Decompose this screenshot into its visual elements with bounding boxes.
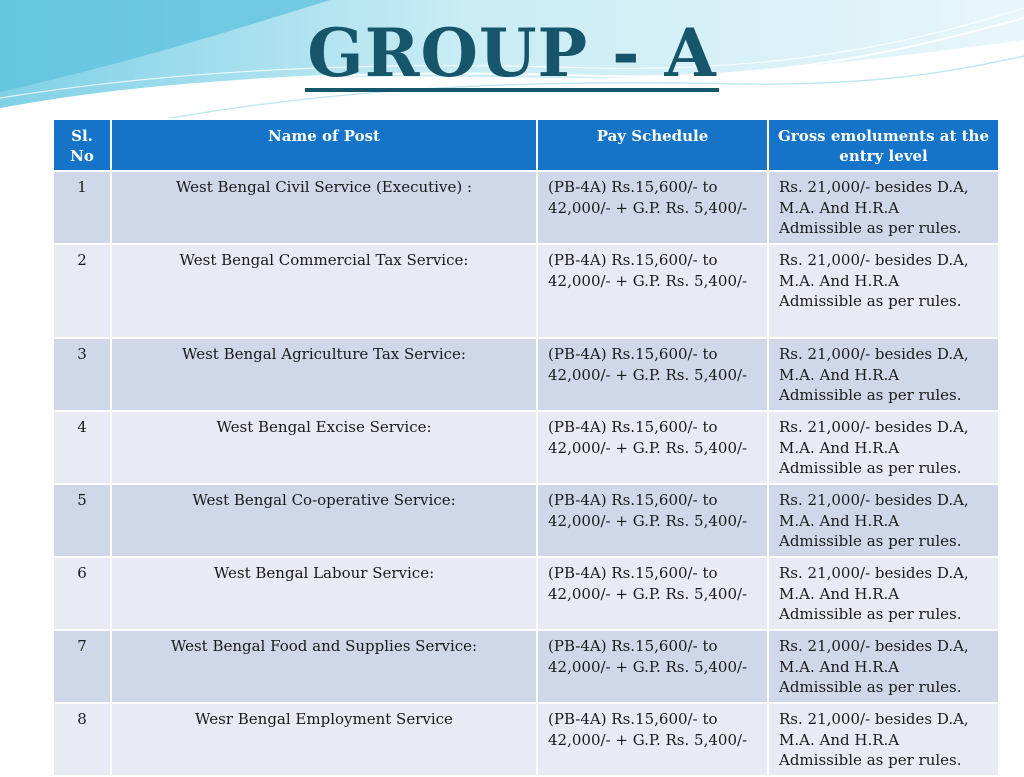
table-row	[54, 485, 998, 556]
cell-post-name: West Bengal Labour Service:	[112, 558, 536, 629]
table-row	[54, 245, 998, 337]
gross-line: Rs. 21,000/- besides D.A,	[779, 637, 969, 655]
gross-line: M.A. And H.R.A	[779, 511, 900, 530]
cell-gross-emoluments	[769, 631, 998, 702]
pay-line: 42,000/- + G.P. Rs. 5,400/-	[548, 438, 748, 457]
cell-sl-no: 8	[54, 704, 110, 775]
gross-line: M.A. And H.R.A	[779, 438, 900, 457]
table-row	[54, 558, 998, 629]
cell-post-name: West Bengal Co-operative Service:	[112, 485, 536, 556]
cell-pay-schedule	[538, 172, 767, 243]
pay-line: 42,000/- + G.P. Rs. 5,400/-	[548, 198, 748, 217]
cell-pay-schedule	[538, 558, 767, 629]
gross-line: M.A. And H.R.A	[779, 657, 900, 676]
cell-pay-schedule	[538, 704, 767, 775]
pay-line: (PB-4A) Rs.15,600/- to	[548, 345, 718, 363]
gross-line: Rs. 21,000/- besides D.A,	[779, 491, 969, 509]
gross-line: Rs. 21,000/- besides D.A,	[779, 418, 969, 436]
table-header-row	[54, 120, 998, 170]
table-row	[54, 339, 998, 410]
gross-line: Rs. 21,000/- besides D.A,	[779, 564, 969, 582]
cell-post-name: Wesr Bengal Employment Service	[112, 704, 536, 775]
gross-line: Rs. 21,000/- besides D.A,	[779, 178, 969, 196]
pay-line: (PB-4A) Rs.15,600/- to	[548, 178, 718, 196]
pay-line: (PB-4A) Rs.15,600/- to	[548, 418, 718, 436]
cell-gross-emoluments	[769, 412, 998, 483]
gross-line: Admissible as per rules.	[779, 219, 962, 237]
table-row	[54, 412, 998, 483]
gross-line: Rs. 21,000/- besides D.A,	[779, 710, 969, 728]
header-gross-emoluments: Gross emoluments at the entry level	[769, 120, 998, 170]
cell-gross-emoluments	[769, 558, 998, 629]
cell-gross-emoluments	[769, 485, 998, 556]
posts-table-container	[52, 118, 998, 777]
cell-pay-schedule	[538, 412, 767, 483]
table-row	[54, 172, 998, 243]
page-title-text: GROUP - A	[307, 14, 717, 92]
cell-post-name: West Bengal Civil Service (Executive) :	[112, 172, 536, 243]
cell-pay-schedule	[538, 485, 767, 556]
pay-line: 42,000/- + G.P. Rs. 5,400/-	[548, 365, 748, 384]
cell-pay-schedule	[538, 339, 767, 410]
gross-line: Admissible as per rules.	[779, 751, 962, 769]
cell-pay-schedule	[538, 631, 767, 702]
cell-post-name: West Bengal Agriculture Tax Service:	[112, 339, 536, 410]
pay-line: 42,000/- + G.P. Rs. 5,400/-	[548, 584, 748, 603]
cell-sl-no: 1	[54, 172, 110, 243]
posts-table	[52, 118, 1000, 777]
pay-line: (PB-4A) Rs.15,600/- to	[548, 251, 718, 269]
cell-post-name: West Bengal Excise Service:	[112, 412, 536, 483]
cell-sl-no: 5	[54, 485, 110, 556]
cell-gross-emoluments	[769, 245, 998, 337]
cell-sl-no: 4	[54, 412, 110, 483]
cell-sl-no: 3	[54, 339, 110, 410]
pay-line: (PB-4A) Rs.15,600/- to	[548, 637, 718, 655]
header-sl-no: Sl. No	[54, 120, 110, 170]
pay-line: 42,000/- + G.P. Rs. 5,400/-	[548, 730, 748, 749]
pay-line: 42,000/- + G.P. Rs. 5,400/-	[548, 271, 748, 290]
cell-gross-emoluments	[769, 704, 998, 775]
gross-line: M.A. And H.R.A	[779, 271, 900, 290]
gross-line: M.A. And H.R.A	[779, 730, 900, 749]
cell-gross-emoluments	[769, 339, 998, 410]
cell-sl-no: 2	[54, 245, 110, 337]
gross-line: Admissible as per rules.	[779, 678, 962, 696]
pay-line: 42,000/- + G.P. Rs. 5,400/-	[548, 511, 748, 530]
header-pay-schedule: Pay Schedule	[538, 120, 767, 170]
gross-line: Admissible as per rules.	[779, 532, 962, 550]
gross-line: M.A. And H.R.A	[779, 198, 900, 217]
cell-sl-no: 7	[54, 631, 110, 702]
gross-line: Admissible as per rules.	[779, 605, 962, 623]
gross-line: Admissible as per rules.	[779, 292, 962, 310]
cell-gross-emoluments	[769, 172, 998, 243]
gross-line: M.A. And H.R.A	[779, 365, 900, 384]
pay-line: (PB-4A) Rs.15,600/- to	[548, 491, 718, 509]
gross-line: Rs. 21,000/- besides D.A,	[779, 251, 969, 269]
table-row	[54, 704, 998, 775]
gross-line: Admissible as per rules.	[779, 386, 962, 404]
gross-line: Admissible as per rules.	[779, 459, 962, 477]
pay-line: (PB-4A) Rs.15,600/- to	[548, 710, 718, 728]
header-name-of-post: Name of Post	[112, 120, 536, 170]
gross-line: Rs. 21,000/- besides D.A,	[779, 345, 969, 363]
pay-line: (PB-4A) Rs.15,600/- to	[548, 564, 718, 582]
page-title	[0, 14, 1024, 92]
cell-sl-no: 6	[54, 558, 110, 629]
cell-pay-schedule	[538, 245, 767, 337]
pay-line: 42,000/- + G.P. Rs. 5,400/-	[548, 657, 748, 676]
cell-post-name: West Bengal Food and Supplies Service:	[112, 631, 536, 702]
gross-line: M.A. And H.R.A	[779, 584, 900, 603]
cell-post-name: West Bengal Commercial Tax Service:	[112, 245, 536, 337]
table-row	[54, 631, 998, 702]
